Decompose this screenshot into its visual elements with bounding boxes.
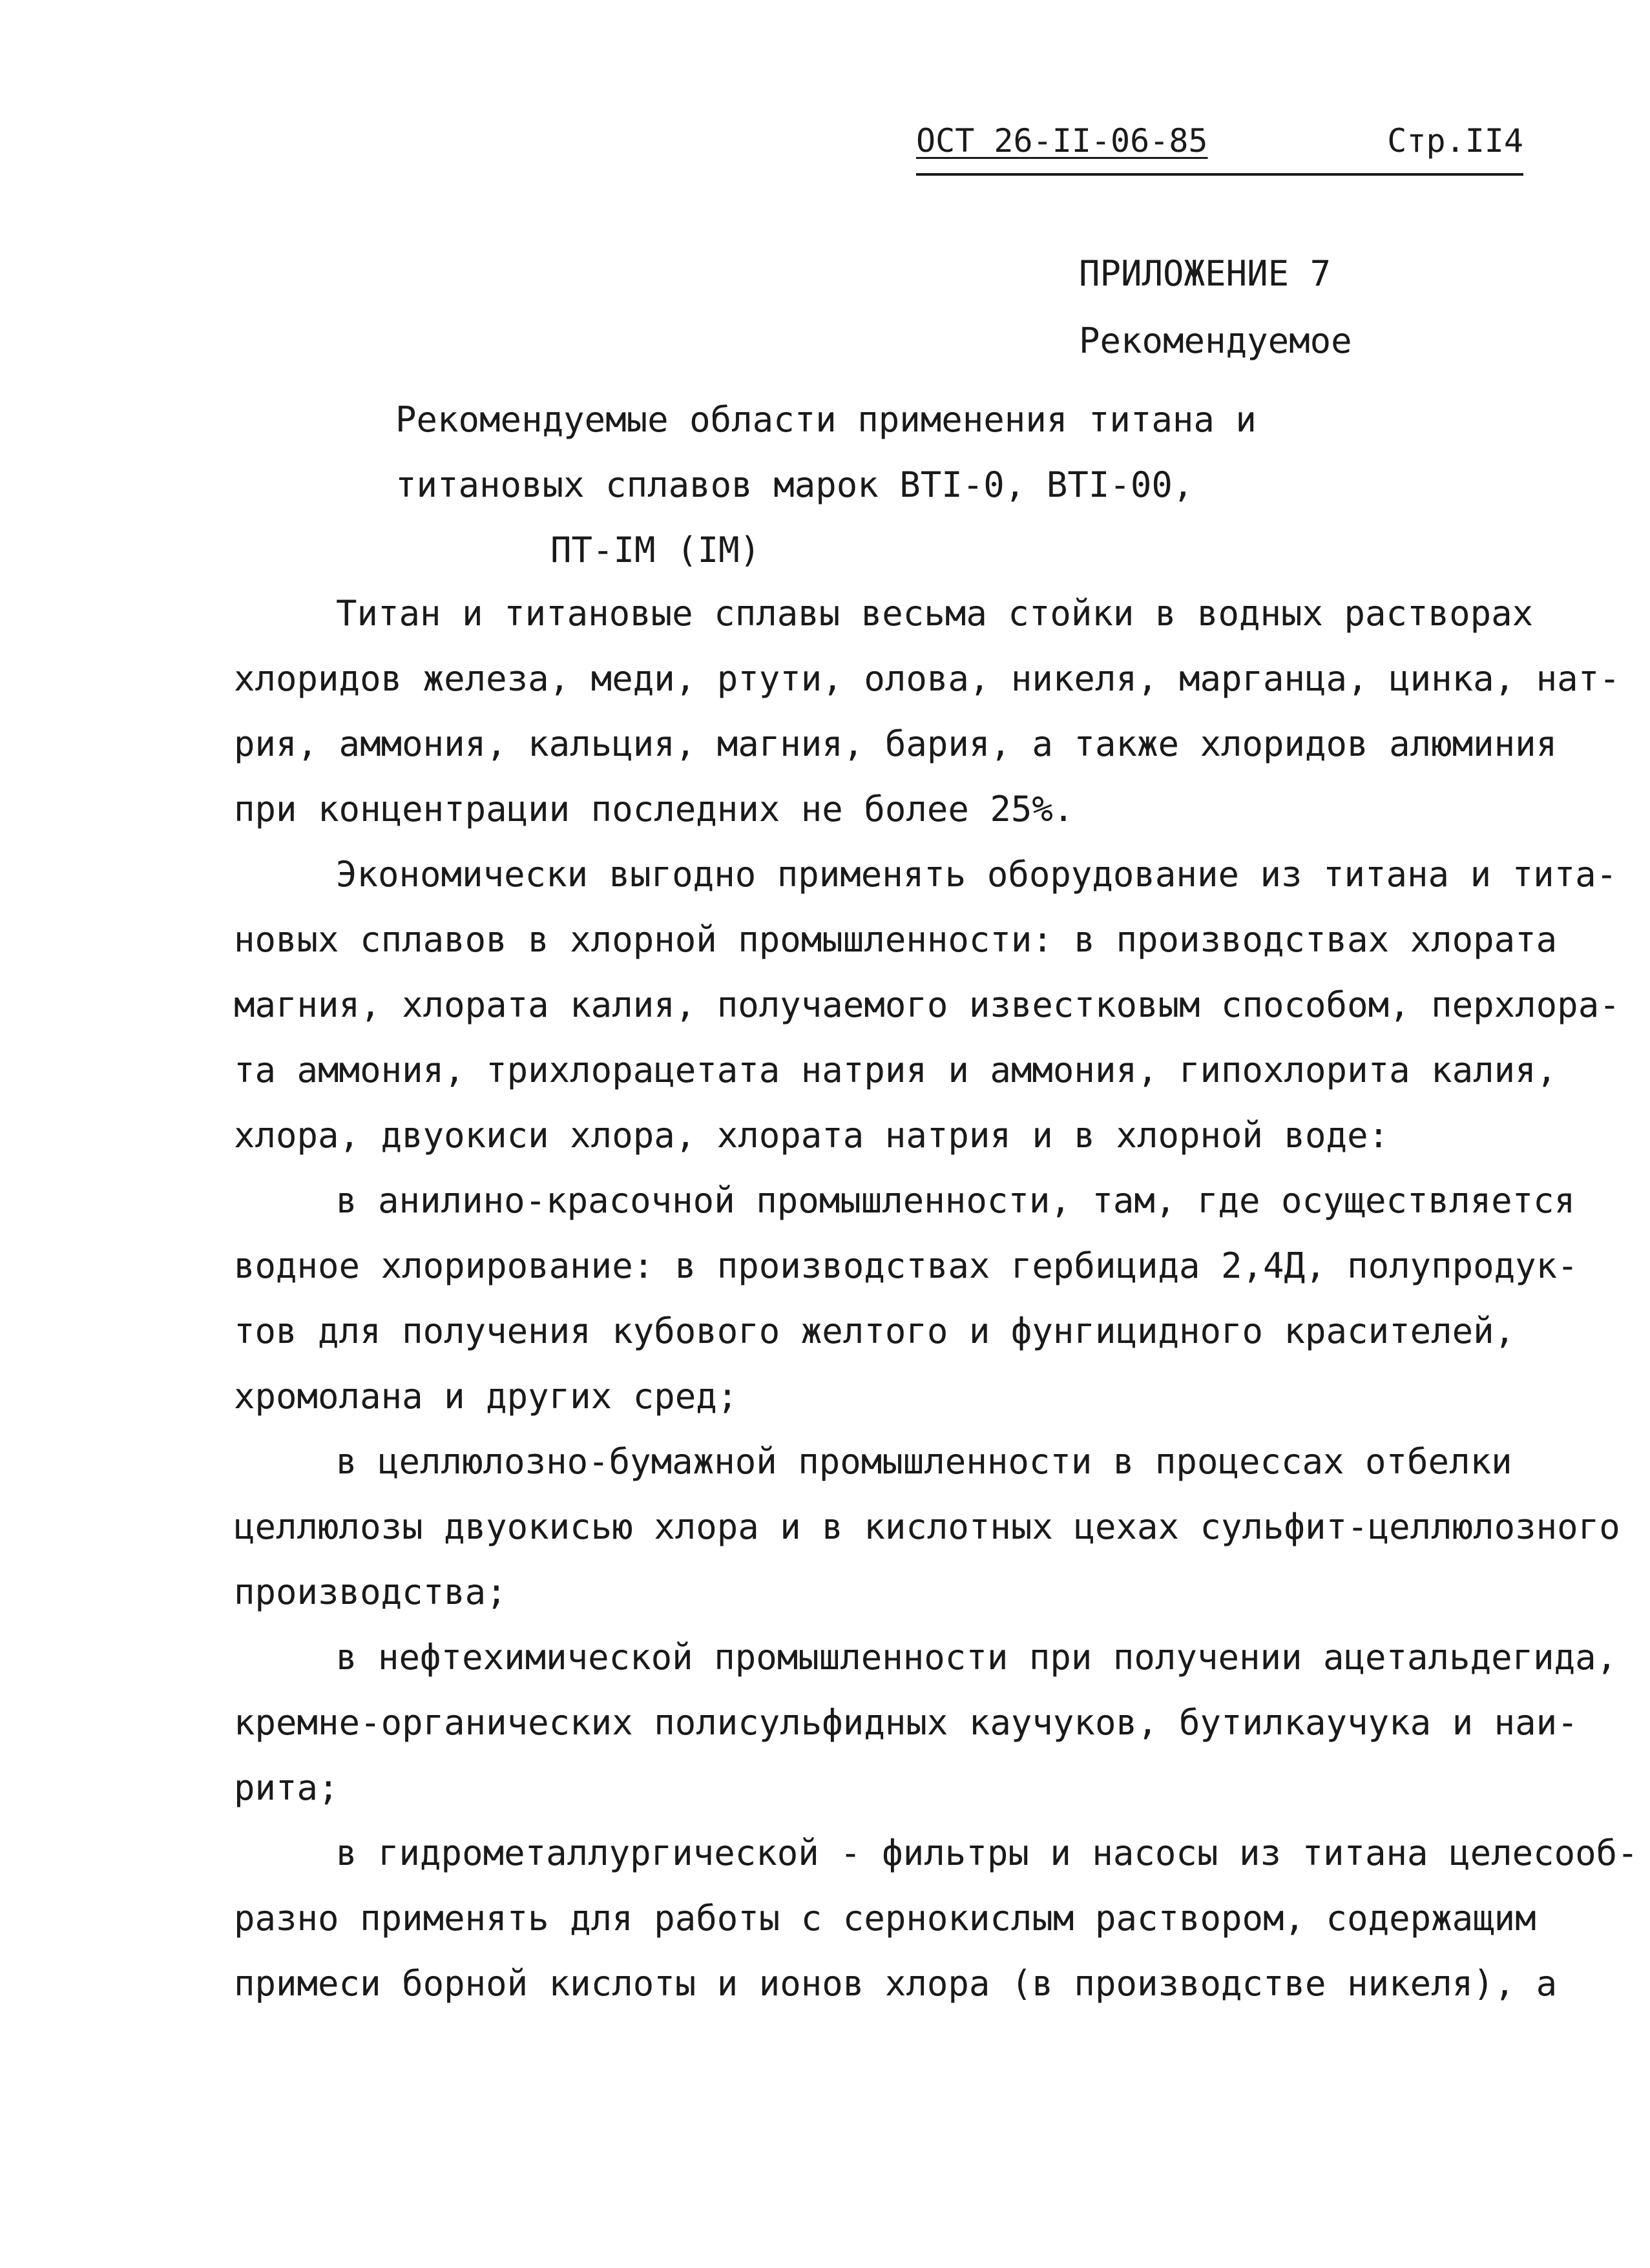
body-line: целлюлозы двуокисью хлора и в кислотных цехах сульфит-целлюлозного (234, 1506, 1620, 1547)
page-number: Стр.II4 (1387, 122, 1523, 160)
title-line: Рекомендуемые области применения титана и (395, 399, 1257, 440)
body-line: новых сплавов в хлорной промышленности: в производствах хлората (234, 919, 1558, 960)
body-line: в анилино-красочной промышленности, там, где осуществляется (336, 1180, 1576, 1221)
body-line: магния, хлората калия, получаемого известковым способом, перхлора- (234, 984, 1620, 1025)
document-code: ОСТ 26-II-06-85 (916, 122, 1208, 160)
body-line: кремне-органических полисульфидных каучуков, бутилкаучука и наи- (234, 1702, 1578, 1743)
title-line: ПТ-IМ (IМ) (550, 530, 761, 570)
body-line: Титан и титановые сплавы весьма стойки в водных растворах (336, 593, 1534, 634)
document-body (234, 593, 1638, 2028)
body-line: разно применять для работы с сернокислым раствором, содержащим (234, 1898, 1536, 1939)
body-line: в целлюлозно-бумажной промышленности в процессах отбелки (336, 1441, 1512, 1482)
body-line: водное хлорирование: в производствах гербицида 2,4Д, полупродук- (234, 1245, 1578, 1286)
body-line: хлоридов железа, меди, ртути, олова, никеля, марганца, цинка, нат- (234, 658, 1620, 699)
body-line: тов для получения кубового желтого и фунгицидного красителей, (234, 1311, 1516, 1351)
document-title (395, 399, 1300, 595)
body-line: примеси борной кислоты и ионов хлора (в производстве никеля), а (234, 1963, 1558, 2004)
page-header (916, 121, 1523, 176)
body-line: производства; (234, 1572, 507, 1612)
body-line: в гидрометаллургической - фильтры и насосы из титана целесооб- (336, 1833, 1638, 1873)
body-line: та аммония, трихлорацетата натрия и аммония, гипохлорита калия, (234, 1050, 1558, 1090)
title-line: титановых сплавов марок ВТI-0, ВТI-00, (395, 464, 1194, 505)
annex-status: Рекомендуемое (1079, 320, 1352, 361)
body-line: при концентрации последних не более 25%. (234, 789, 1074, 829)
body-line: хромолана и других сред; (234, 1376, 738, 1417)
annex-label: ПРИЛОЖЕНИЕ 7 (1079, 253, 1331, 294)
body-line: хлора, двуокиси хлора, хлората натрия и в хлорной воде: (234, 1115, 1390, 1156)
body-line: в нефтехимической промышленности при получении ацетальдегида, (336, 1637, 1618, 1678)
body-line: рита; (234, 1767, 339, 1808)
body-line: рия, аммония, кальция, магния, бария, а также хлоридов алюминия (234, 723, 1558, 764)
body-line: Экономически выгодно применять оборудование из титана и тита- (336, 854, 1618, 895)
